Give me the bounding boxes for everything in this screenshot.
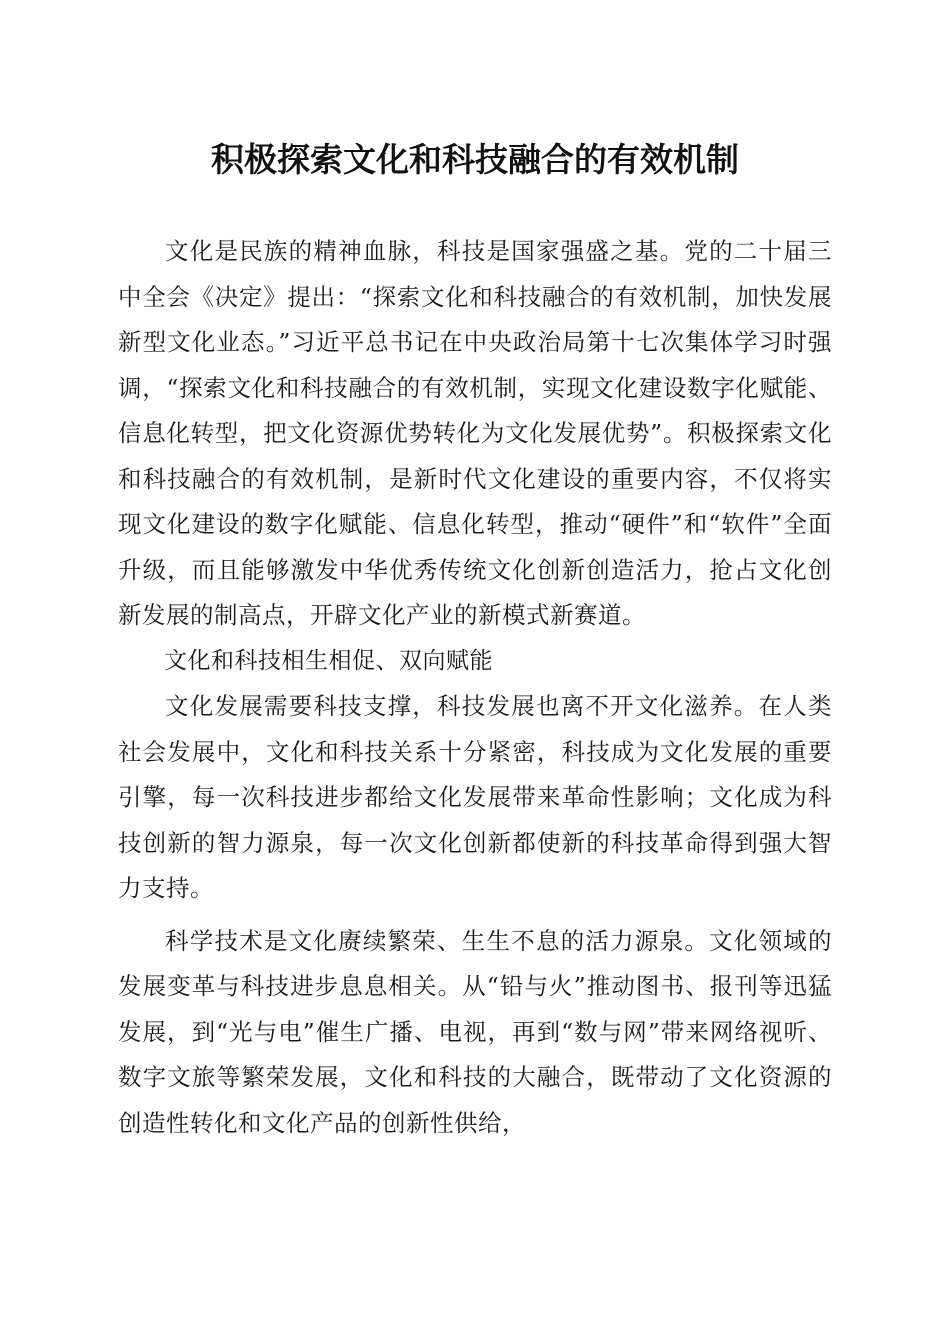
document-body — [118, 229, 832, 1146]
paragraph-intro: 文化是民族的精神血脉，科技是国家强盛之基。党的二十届三中全会《决定》提出：“探索文化和科技融合的有效机制，加快发展新型文化业态。”习近平总书记在中央政治局第十七次集体学习时强调，“探索文化和科技融合的有效机制，实现文化建设数字化赋能、信息化转型，把文化资源优势转化为文化发展优势”。积极探索文化和科技融合的有效机制，是新时代文化建设的重要内容，不仅将实现文化建设的数字化赋能、信息化转型，推动“硬件”和“软件”全面升级，而且能够激发中华优秀传统文化创新创造活力，抢占文化创新发展的制高点，开辟文化产业的新模式新赛道。 — [118, 237, 832, 629]
paragraph-tech-driving-culture: 科学技术是文化赓续繁荣、生生不息的活力源泉。文化领域的发展变革与科技进步息息相关。从“铅与火”推动图书、报刊等迅猛发展，到“光与电”催生广播、电视，再到“数与网”带来网络视听、数字文旅等繁荣发展，文化和科技的大融合，既带动了文化资源的创造性转化和文化产品的创新性供给， — [118, 926, 832, 1137]
section-heading: 文化和科技相生相促、双向赋能 — [164, 647, 493, 674]
document-title: 积极探索文化和科技融合的有效机制 — [211, 140, 739, 179]
paragraph-culture-tech-relation: 文化发展需要科技支撑，科技发展也离不开文化滋养。在人类社会发展中，文化和科技关系十分紧密，科技成为文化发展的重要引擎，每一次科技进步都给文化发展带来革命性影响；文化成为科技创新的智力源泉，每一次文化创新都使新的科技革命得到强大智力支持。 — [118, 692, 832, 902]
